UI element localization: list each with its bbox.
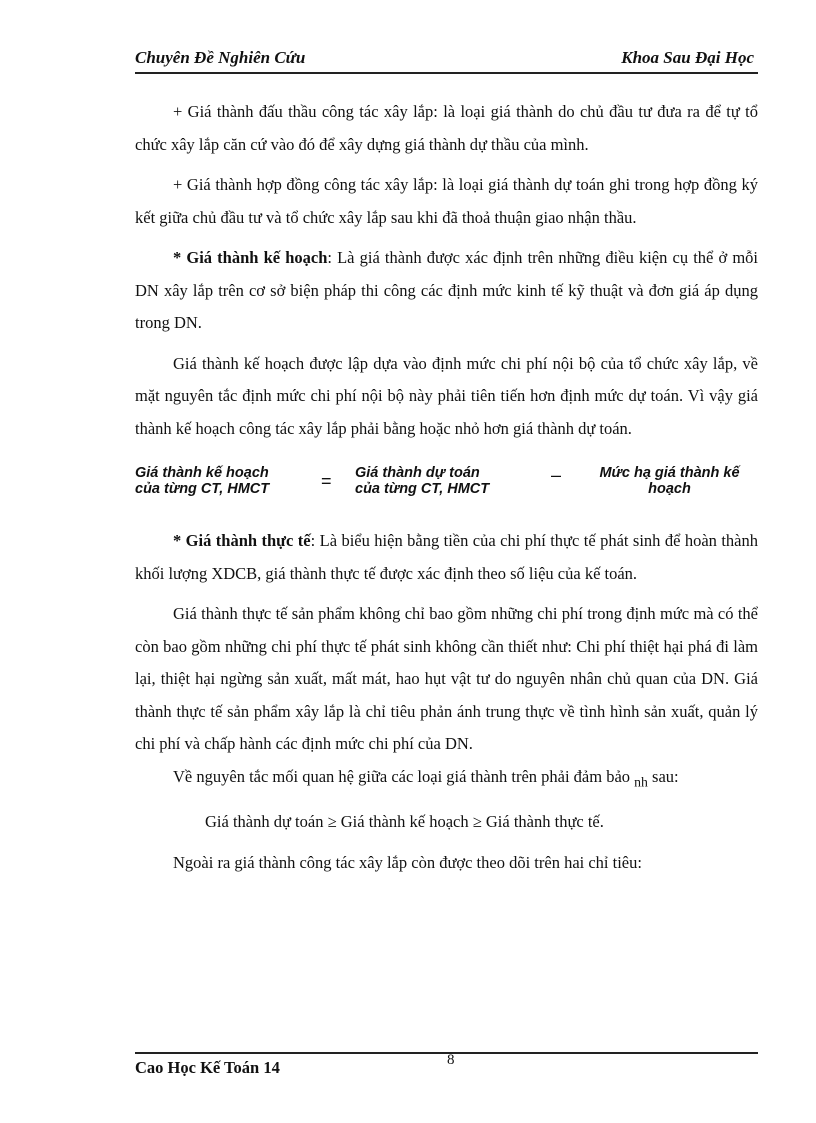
formula-term-planned-line1: Giá thành kế hoạch — [135, 465, 269, 481]
relationship-text-end: sau: — [652, 766, 679, 786]
planned-cost-label: * Giá thành kế hoạch — [173, 248, 328, 267]
formula-term-planned — [135, 465, 269, 497]
paragraph-planned-cost-detail: Giá thành kế hoạch được lập dựa vào định mức chi phí nội bộ của tổ chức xây lắp, về mặt nguyên tắc định mức chi phí nội bộ này phải tiên tiến hơn định mức dự toán. Vì vậy giá thành kế hoạch công tác xây lắp phải bằng hoặc nhỏ hơn giá thành dự toán. — [135, 353, 758, 438]
formula-block — [135, 459, 758, 503]
paragraph-two-indicators: Ngoài ra giá thành công tác xây lắp còn được theo dõi trên hai chỉ tiêu: — [173, 852, 642, 872]
relationship-text: Về nguyên tắc mối quan hệ giữa các loại giá thành trên phải đảm bảo — [173, 766, 631, 786]
page-footer — [135, 1052, 758, 1077]
paragraph-actual-cost-detail: Giá thành thực tế sản phẩm không chỉ bao gồm những chi phí trong định mức mà có thể còn bao gồm những chi phí thực tế phát sinh không cần thiết như: Chi phí thiệt hại phá đi làm lại, thiệt hại ngừng sản xuất, mất mát, hao hụt vật tư do nguyên nhân chủ quan của DN. Giá thành thực tế sản phẩm xây lắp là chỉ tiêu phản ánh trung thực về tình hình sản xuất, quản lý chi phí và chấp hành các định mức chi phí của DN. — [135, 604, 758, 753]
formula-term-reduction-line1: Mức hạ giá thành kế — [599, 465, 740, 481]
price-relation-inequality: Giá thành dự toán ≥ Giá thành kế hoạch ≥ Giá thành thực tế. — [205, 812, 604, 832]
footer-course-title: Cao Học Kế Toán 14 — [135, 1058, 280, 1077]
document-body — [135, 96, 758, 879]
paragraph-relationship — [135, 761, 758, 799]
header-left-title: Chuyên Đề Nghiên Cứu — [135, 48, 306, 67]
actual-cost-label: * Giá thành thực tế — [173, 531, 311, 550]
formula-equals-sign: = — [321, 471, 332, 491]
formula-term-estimate — [355, 465, 489, 497]
formula-term-reduction-line2: hoạch — [648, 481, 691, 497]
header-right-title: Khoa Sau Đại Học — [621, 48, 754, 67]
planned-cost-text: : Là giá thành được xác định trên những điều kiện cụ thể ở mỗi DN xây lắp trên cơ sở biện pháp thi công các định mức kinh tế kỹ thuật và đơn giá áp dụng trong DN. — [135, 248, 758, 332]
formula-term-reduction — [587, 465, 752, 497]
paragraph-contract-price: + Giá thành hợp đồng công tác xây lắp: là loại giá thành dự toán ghi trong hợp đồng ký kết giữa chủ đầu tư và tổ chức xây lắp sau khi đã thoả thuận giao nhận thầu. — [135, 175, 758, 227]
paragraph-planned-cost — [135, 242, 758, 340]
formula-term-estimate-line2: của từng CT, HMCT — [355, 481, 490, 497]
paragraph-bid-price: + Giá thành đấu thầu công tác xây lắp: là loại giá thành do chủ đầu tư đưa ra để tự tổ chức xây lắp căn cứ vào đó để xây dựng giá thành dự thầu của mình. — [135, 102, 758, 154]
formula-minus-sign: – — [551, 465, 562, 485]
relationship-subscript: nh — [634, 773, 648, 789]
paragraph-actual-cost — [135, 525, 758, 590]
formula-term-planned-line2: của từng CT, HMCT — [135, 481, 270, 497]
page-header — [135, 46, 758, 74]
page-number: 8 — [447, 1052, 455, 1068]
actual-cost-text: : Là biểu hiện bằng tiền của chi phí thực tế phát sinh để hoàn thành khối lượng XDCB, giá thành thực tế được xác định theo số liệu của kế toán. — [135, 531, 758, 583]
formula-term-estimate-line1: Giá thành dự toán — [355, 465, 480, 481]
